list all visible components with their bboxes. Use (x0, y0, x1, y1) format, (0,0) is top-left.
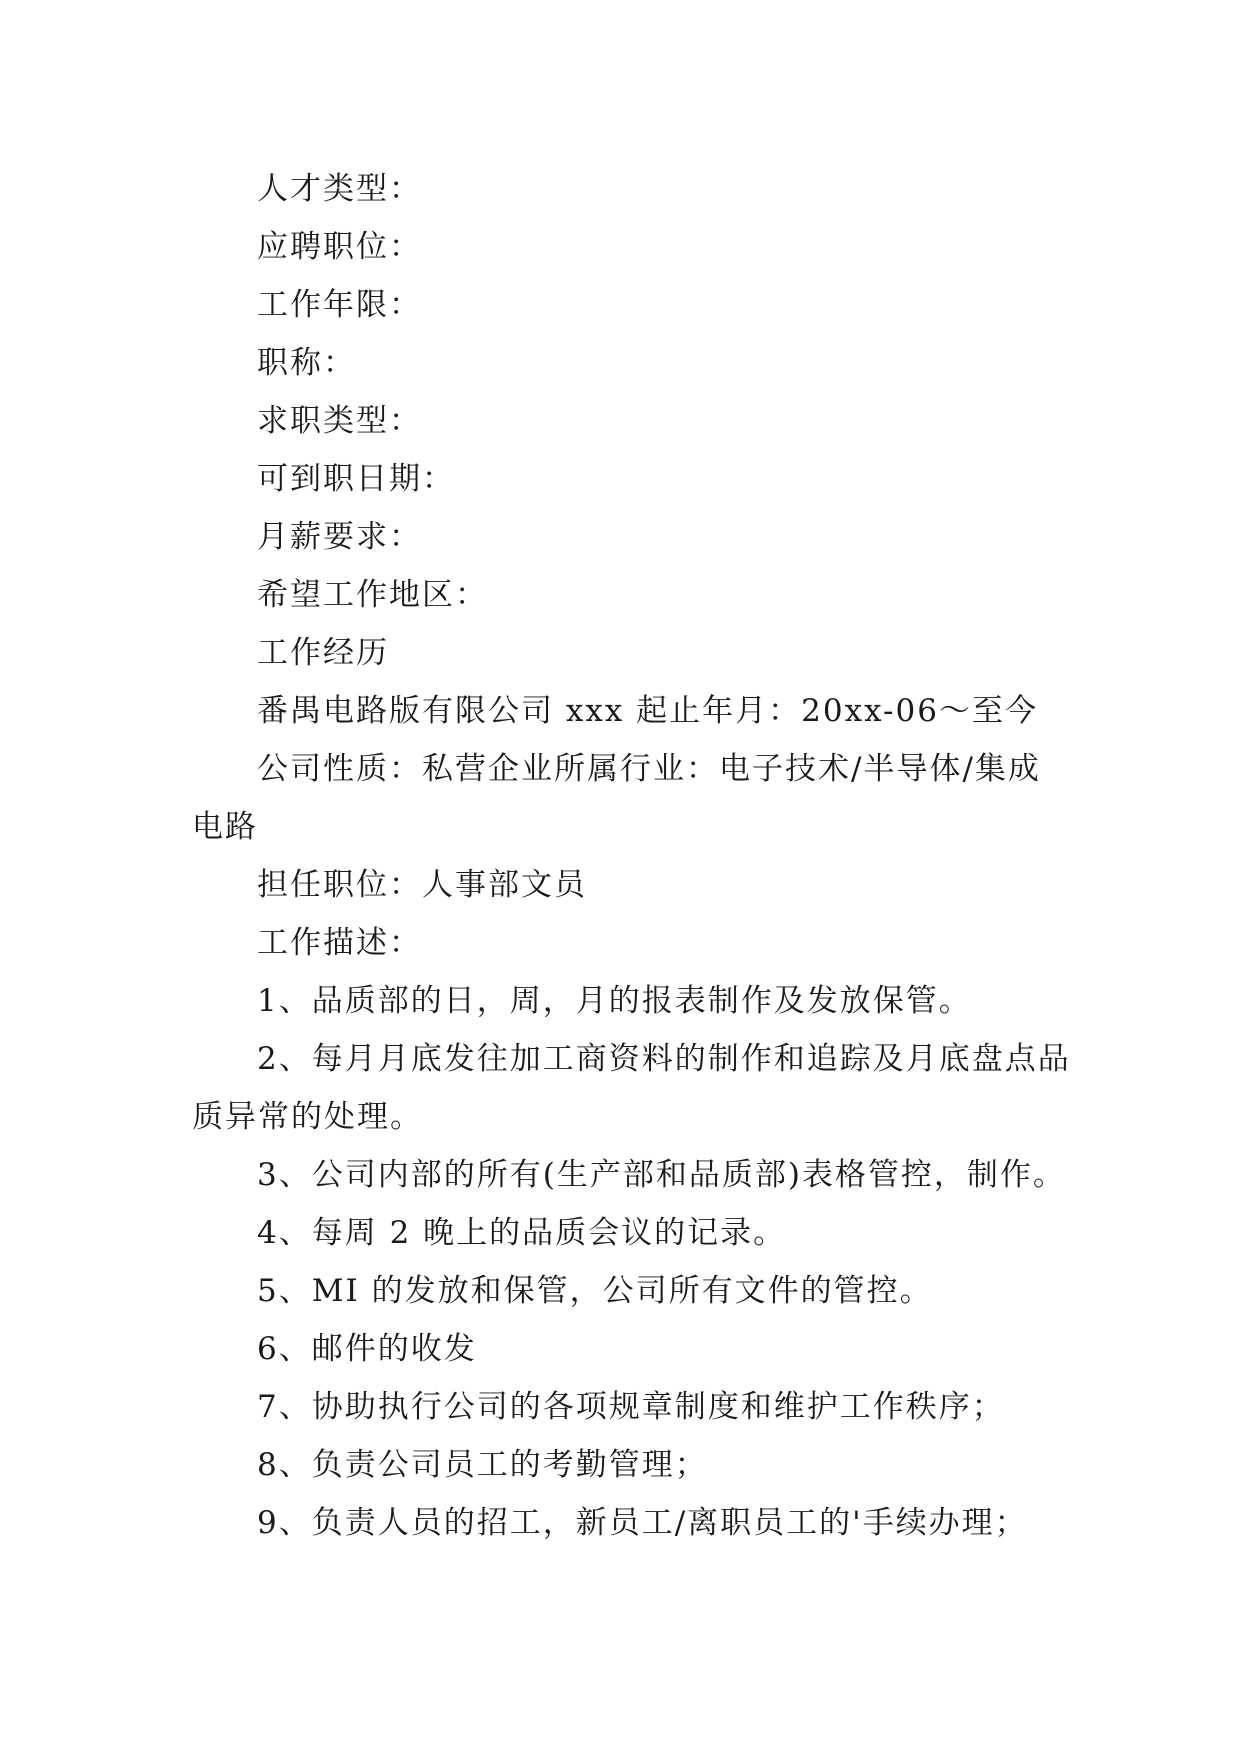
company-nature-industry: 公司性质：私营企业所属行业：电子技术/半导体/集成电路 (192, 751, 1041, 845)
field-work-years: 工作年限： (257, 287, 422, 323)
field-job-type: 求职类型： (257, 403, 422, 439)
duty-item: 6、邮件的收发 (257, 1331, 477, 1367)
duty-item: 1、品质部的日，周，月的报表制作及发放保管。 (257, 983, 972, 1019)
company-and-period: 番禺电路版有限公司 xxx 起止年月：20xx-06～至今 (257, 693, 1038, 729)
section-heading-work-experience: 工作经历 (257, 635, 389, 671)
field-talent-type: 人才类型： (257, 171, 422, 207)
document-body (192, 160, 1072, 1552)
field-available-date: 可到职日期： (257, 461, 455, 497)
field-professional-title: 职称： (257, 345, 356, 381)
field-salary-requirement: 月薪要求： (257, 519, 422, 555)
duty-item: 3、公司内部的所有(生产部和品质部)表格管控，制作。 (257, 1157, 1066, 1193)
position-held: 担任职位：人事部文员 (257, 867, 587, 903)
duty-item: 4、每周 2 晚上的品质会议的记录。 (257, 1215, 787, 1251)
duty-item: 8、负责公司员工的考勤管理； (257, 1447, 708, 1483)
job-description-heading: 工作描述： (257, 925, 422, 961)
duty-item: 2、每月月底发往加工商资料的制作和追踪及月底盘点品质异常的处理。 (192, 1041, 1071, 1135)
field-applied-position: 应聘职位： (257, 229, 422, 265)
duty-item: 5、MI 的发放和保管，公司所有文件的管控。 (257, 1273, 933, 1309)
duty-item: 7、协助执行公司的各项规章制度和维护工作秩序； (257, 1389, 1005, 1425)
duty-item: 9、负责人员的招工，新员工/离职员工的'手续办理； (257, 1505, 1028, 1541)
field-desired-location: 希望工作地区： (257, 577, 488, 613)
